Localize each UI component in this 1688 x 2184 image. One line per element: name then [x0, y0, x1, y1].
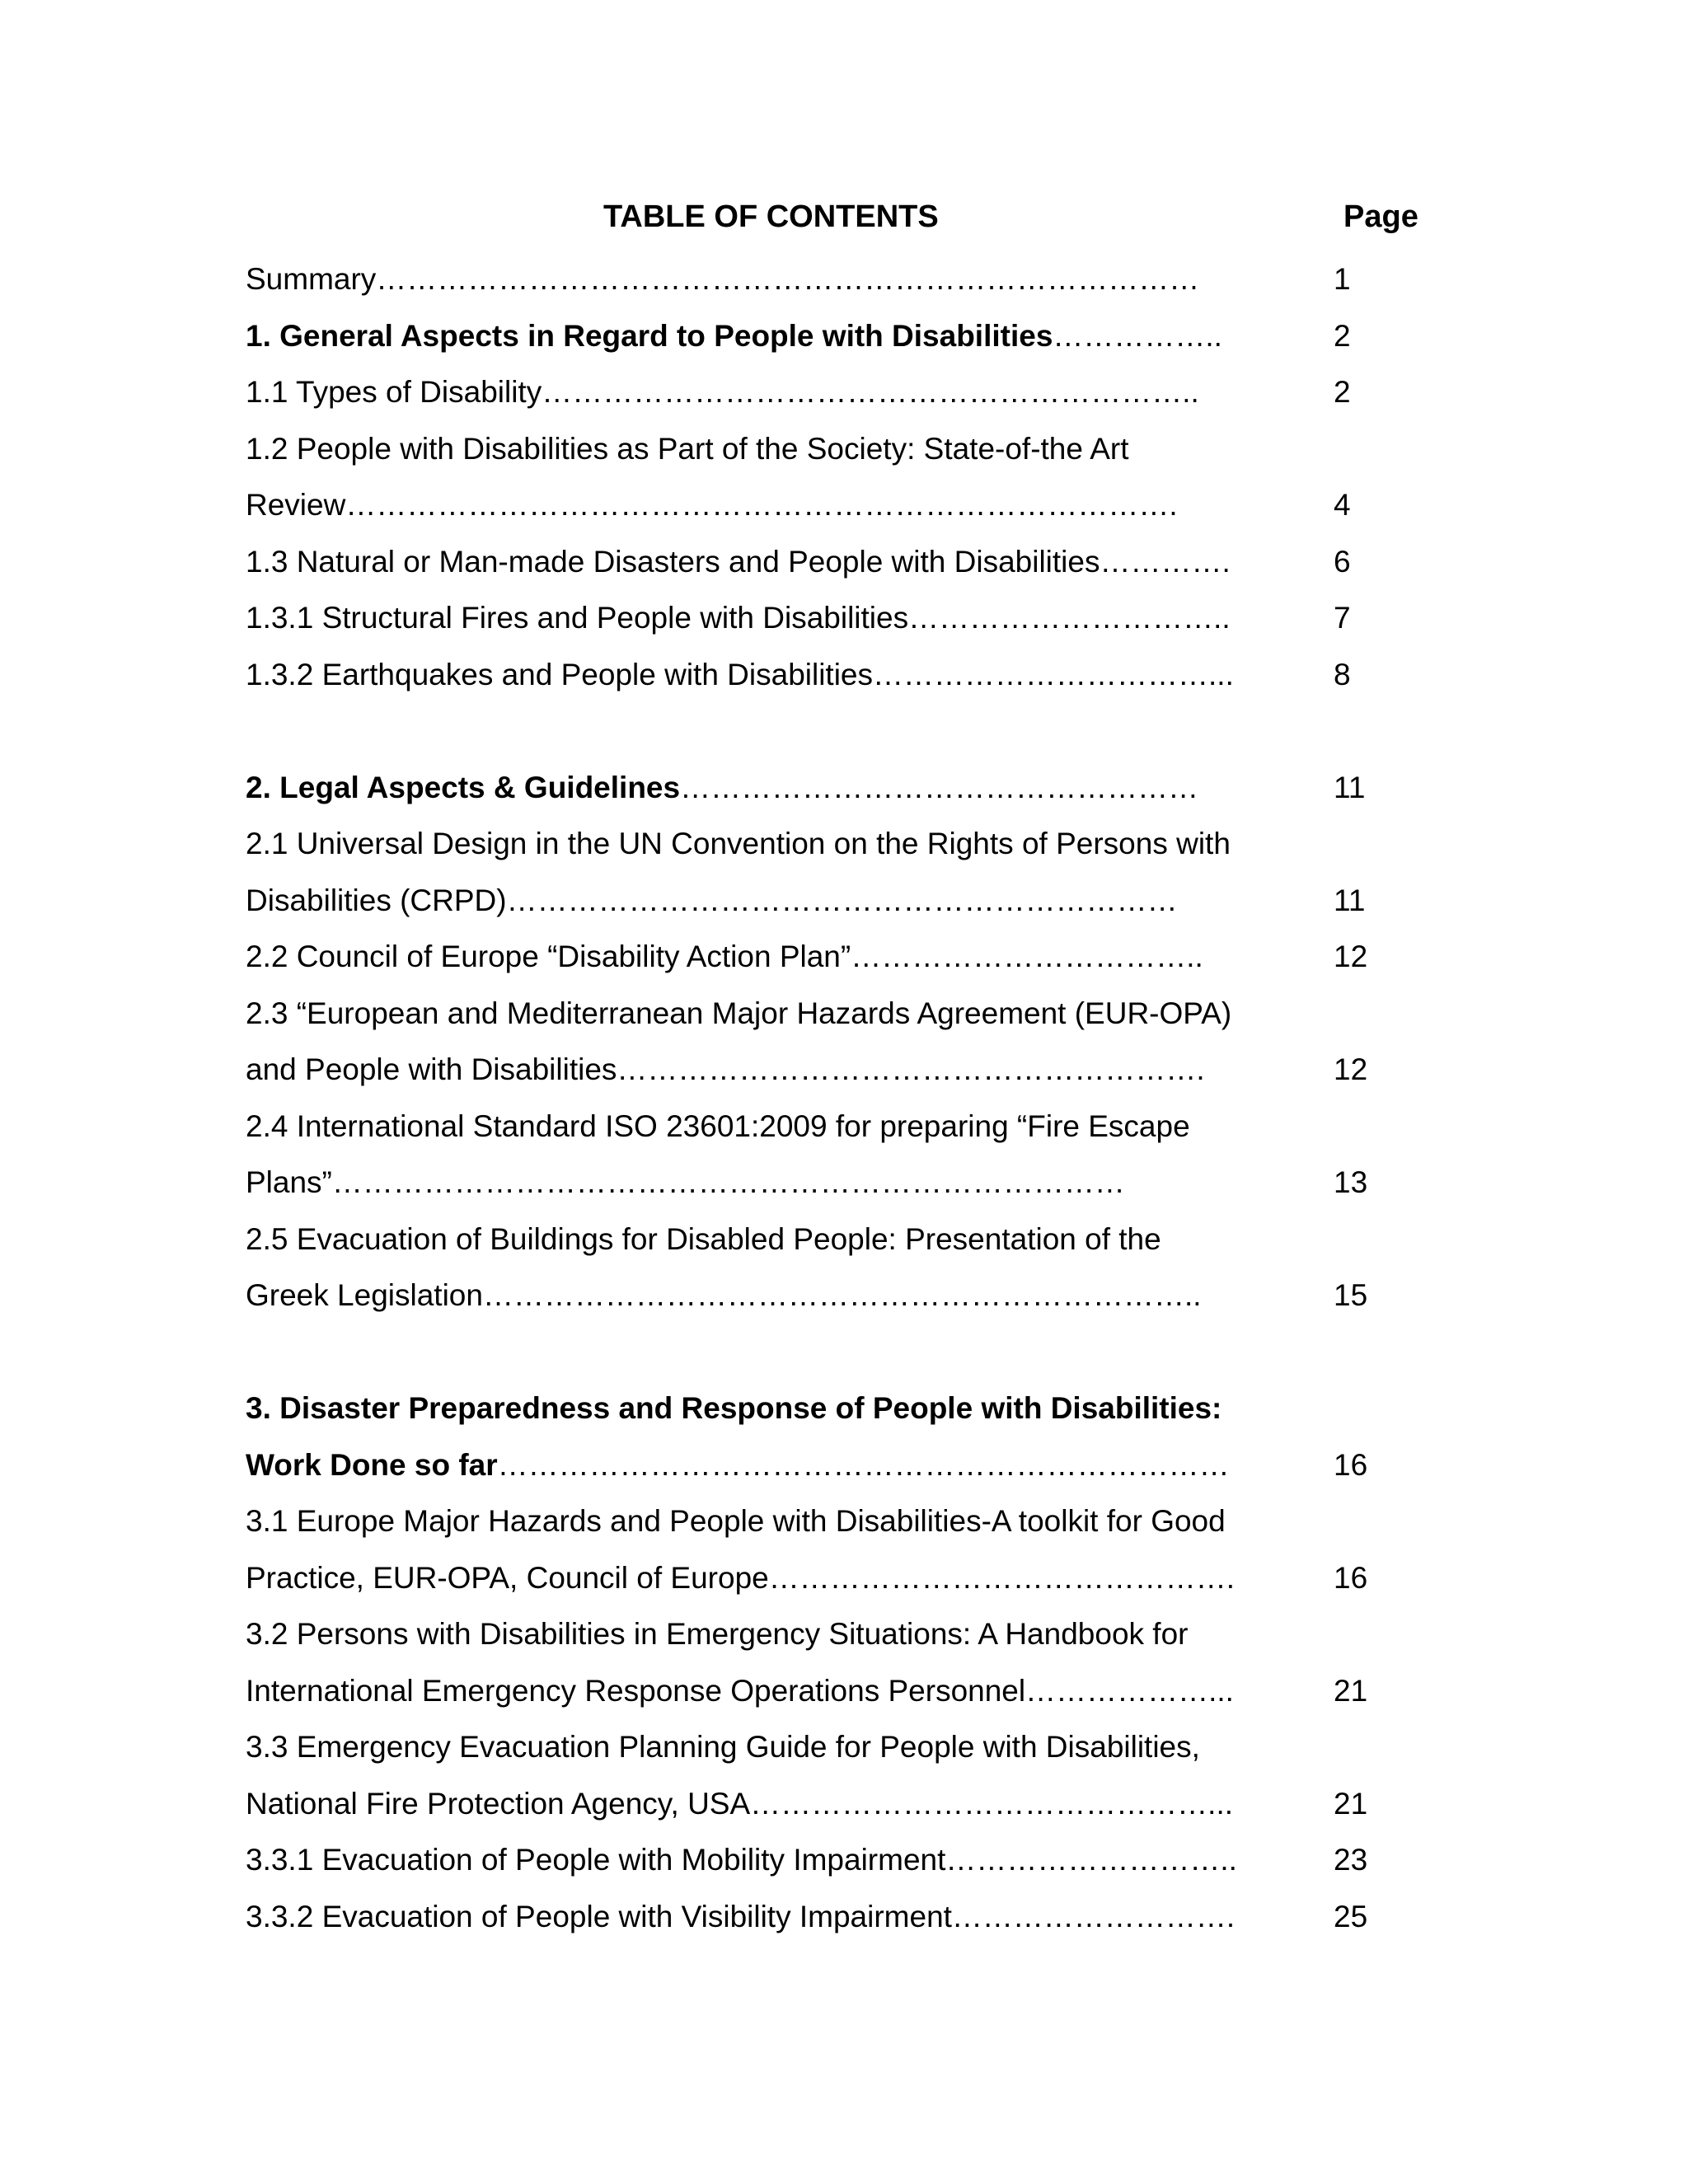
- toc-entry-label: Greek Legislation……………………………………………………………..: [246, 1278, 1202, 1313]
- toc-entry-page-number: 12: [1334, 940, 1368, 974]
- toc-entry-text: [246, 940, 1317, 974]
- toc-entry-label: 3.3 Emergency Evacuation Planning Guide for People with Disabilities,: [246, 1730, 1200, 1765]
- toc-entry-text: [246, 1109, 1317, 1144]
- toc-entry: [246, 1550, 1400, 1607]
- toc-entry-text: [246, 827, 1317, 861]
- toc-entry-page-number: 7: [1334, 601, 1351, 635]
- toc-entry-text: [246, 996, 1317, 1031]
- toc-entry-label: 1.3.1 Structural Fires and People with Disabilities…………………………..: [246, 601, 1231, 635]
- toc-entry: [246, 421, 1400, 478]
- toc-entry-label: 2.4 International Standard ISO 23601:2009 for preparing “Fire Escape: [246, 1108, 1190, 1143]
- toc-entry-text: [246, 1674, 1317, 1708]
- toc-entry-text: [246, 1843, 1317, 1877]
- toc-entry-page-number: 16: [1334, 1560, 1368, 1595]
- toc-entry: [246, 873, 1400, 930]
- toc-entry-page-number: 21: [1334, 1673, 1368, 1708]
- toc-entry-text: [246, 1052, 1317, 1087]
- toc-entry-label: Plans”……………………………………………………………………: [246, 1165, 1125, 1200]
- toc-entry-label: and People with Disabilities………………………………………………….: [246, 1052, 1205, 1087]
- toc-entry-text: [246, 1730, 1317, 1765]
- toc-entry-page-number: 23: [1334, 1843, 1368, 1877]
- toc-entry-label: Practice, EUR-OPA, Council of Europe……………………………………….: [246, 1560, 1236, 1595]
- toc-entry-page-number: 25: [1334, 1899, 1368, 1933]
- toc-entry-label: 2.3 “European and Mediterranean Major Hazards Agreement (EUR-OPA): [246, 996, 1232, 1030]
- toc-entry-text: [246, 601, 1317, 635]
- toc-entry: [246, 1606, 1400, 1663]
- toc-entry-page-number: 21: [1334, 1786, 1368, 1821]
- toc-entry-page-number: 16: [1334, 1447, 1368, 1482]
- toc-entry-text: [246, 432, 1317, 466]
- toc-entry: [246, 1889, 1400, 1946]
- toc-entry-heading: 2. Legal Aspects & Guidelines: [246, 770, 681, 804]
- toc-entry: [246, 251, 1400, 308]
- toc-entry: [246, 1212, 1400, 1268]
- toc-entry-page-number: 13: [1334, 1165, 1368, 1200]
- toc-entry: [246, 1663, 1400, 1720]
- toc-entry-label: 1.3 Natural or Man-made Disasters and People with Disabilities………….: [246, 544, 1231, 579]
- toc-entry-label: 3.1 Europe Major Hazards and People with Disabilities-A toolkit for Good: [246, 1504, 1226, 1539]
- toc-entry-label: 2.2 Council of Europe “Disability Action Plan”……………………………..: [246, 940, 1203, 974]
- toc-entry-text: [246, 1278, 1317, 1313]
- toc-entry-label: 2.1 Universal Design in the UN Convention on the Rights of Persons with: [246, 827, 1231, 861]
- toc-entry-text: [246, 1900, 1317, 1934]
- toc-entry-text: [246, 1504, 1317, 1539]
- toc-entry: [246, 1437, 1400, 1494]
- toc-entry: [246, 364, 1400, 421]
- toc-entry-label: 3.2 Persons with Disabilities in Emergency Situations: A Handbook for: [246, 1617, 1189, 1652]
- page-column-header: Page: [1343, 199, 1418, 234]
- toc-entry-label: 3.3.2 Evacuation of People with Visibility Impairment……………………….: [246, 1899, 1236, 1933]
- toc-entry-label: 1.3.2 Earthquakes and People with Disabilities……………………………...: [246, 657, 1234, 691]
- toc-entry-heading: 3. Disaster Preparedness and Response of People with Disabilities:: [246, 1391, 1222, 1426]
- toc-entry-label: 3.3.1 Evacuation of People with Mobility Impairment………………………..: [246, 1843, 1237, 1877]
- toc-entry-text: [246, 1787, 1317, 1821]
- toc-entry: [246, 308, 1400, 365]
- toc-entry-label: Disabilities (CRPD)…………………………………………………………: [246, 883, 1178, 917]
- toc-entry: [246, 534, 1400, 591]
- toc-entry-page-number: 8: [1334, 657, 1351, 691]
- toc-entry-label: ………………………………………………………………: [497, 1447, 1230, 1482]
- toc-entry-label: National Fire Protection Agency, USA………………………………………...: [246, 1786, 1234, 1821]
- toc-entry: [246, 1832, 1400, 1889]
- toc-entry-page-number: 2: [1334, 375, 1351, 410]
- toc-entry-label: ……………………………………………: [680, 770, 1199, 804]
- toc-entry-page-number: 2: [1334, 318, 1351, 353]
- toc-entry-text: [246, 1165, 1317, 1200]
- toc-entry-label: 1.2 People with Disabilities as Part of the Society: State-of-the Art: [246, 431, 1129, 466]
- toc-entry-heading: 1. General Aspects in Regard to People with Disabilities: [246, 318, 1053, 353]
- toc-entry-page-number: 11: [1334, 770, 1366, 804]
- toc-entry: [246, 703, 1400, 760]
- toc-title: TABLE OF CONTENTS: [603, 199, 939, 234]
- toc-entry-label: 2.5 Evacuation of Buildings for Disabled People: Presentation of the: [246, 1221, 1161, 1256]
- toc-entry: [246, 1380, 1400, 1437]
- toc-entry-text: [246, 375, 1317, 410]
- toc-entry-text: [246, 1448, 1317, 1483]
- toc-entry-text: [246, 319, 1317, 354]
- toc-entry: [246, 816, 1400, 873]
- toc-entry: [246, 1493, 1400, 1550]
- toc-entry-label: ……………..: [1053, 318, 1222, 353]
- toc-entry-text: [246, 545, 1317, 579]
- toc-list: [246, 251, 1400, 1945]
- toc-entry-text: [246, 883, 1317, 918]
- toc-entry: [246, 1099, 1400, 1155]
- toc-entry-label: International Emergency Response Operations Personnel………………...: [246, 1673, 1234, 1708]
- toc-entry: [246, 477, 1400, 534]
- toc-entry-text: [246, 1222, 1317, 1257]
- toc-entry-text: [246, 1617, 1317, 1652]
- toc-entry-heading: Work Done so far: [246, 1447, 498, 1482]
- toc-entry-text: [246, 658, 1317, 692]
- toc-entry: [246, 929, 1400, 986]
- toc-entry-text: [246, 1561, 1317, 1596]
- toc-entry-page-number: 15: [1334, 1278, 1368, 1313]
- toc-entry-text: [246, 771, 1317, 805]
- toc-entry-label: Summary………………………………………………………………………: [246, 262, 1200, 297]
- toc-entry: [246, 760, 1400, 817]
- toc-entry-page-number: 6: [1334, 544, 1351, 579]
- toc-entry-page-number: 11: [1334, 883, 1366, 917]
- toc-entry-text: [246, 1391, 1317, 1426]
- toc-entry: [246, 647, 1400, 704]
- toc-entry-page-number: 4: [1334, 488, 1351, 523]
- toc-entry-page-number: 12: [1334, 1052, 1368, 1087]
- toc-entry: [246, 1776, 1400, 1833]
- toc-entry: [246, 1719, 1400, 1776]
- toc-entry: [246, 986, 1400, 1043]
- toc-entry: [246, 590, 1400, 647]
- toc-entry-label: 1.1 Types of Disability………………………………………………………..: [246, 375, 1199, 410]
- toc-entry: [246, 1324, 1400, 1381]
- toc-entry-text: [246, 488, 1317, 523]
- toc-entry-page-number: 1: [1334, 262, 1351, 297]
- toc-entry: [246, 1155, 1400, 1212]
- toc-entry: [246, 1268, 1400, 1324]
- toc-entry-text: [246, 262, 1317, 297]
- toc-entry: [246, 1042, 1400, 1099]
- toc-entry-label: Review……………………………………………………………………….: [246, 488, 1178, 523]
